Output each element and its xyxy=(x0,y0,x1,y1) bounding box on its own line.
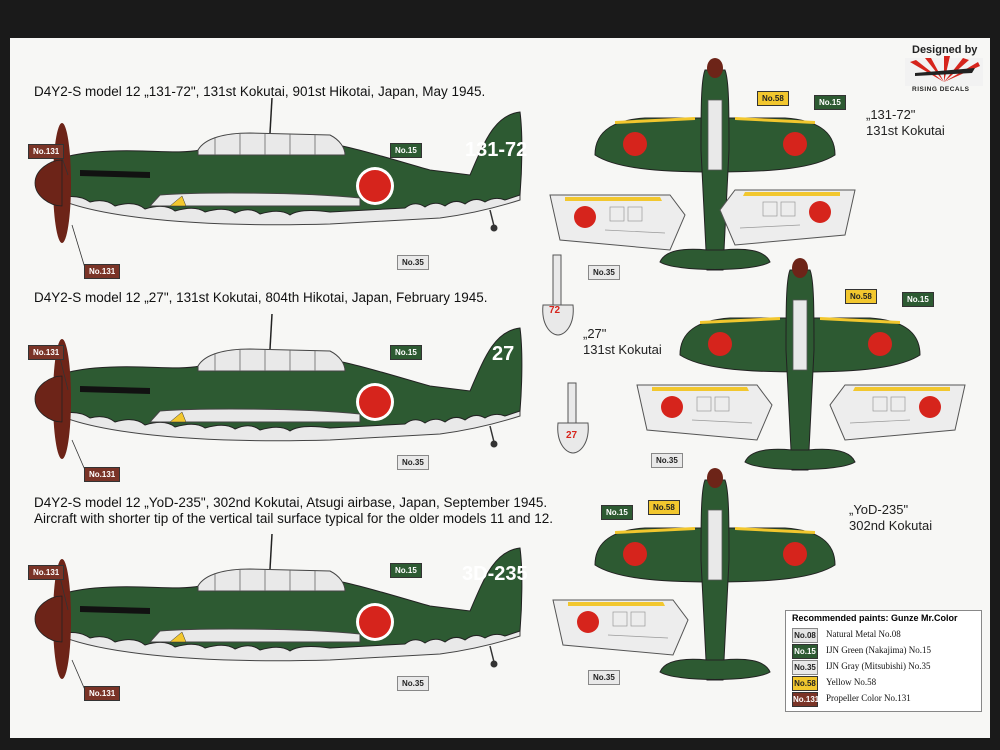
legend-code: No.08 xyxy=(792,628,818,643)
legend-paint-name: Yellow No.58 xyxy=(826,677,877,687)
callout-35: No.35 xyxy=(588,265,620,280)
callout-15: No.15 xyxy=(814,95,846,110)
underview-1-left xyxy=(550,195,685,250)
underview-1-right xyxy=(720,190,855,245)
profile-2-caption: D4Y2-S model 12 „27", 131st Kokutai, 804th Hikotai, Japan, February 1945. xyxy=(34,290,488,305)
legend-paint-name: Natural Metal No.08 xyxy=(826,629,901,639)
profile-2-art xyxy=(35,314,522,459)
legend-title: Recommended paints: Gunze Mr.Color xyxy=(792,613,958,623)
callout-131: No.131 xyxy=(84,264,120,279)
callout-131: No.131 xyxy=(28,144,64,159)
tail-code-3: 3D-235 xyxy=(462,563,528,585)
topview-1-code: „131-72" xyxy=(866,107,916,122)
designed-by-label: Designed by xyxy=(912,44,978,56)
paint-legend xyxy=(785,610,982,712)
underview-3-left xyxy=(553,600,688,655)
legend-paint-name: IJN Gray (Mitsubishi) No.35 xyxy=(826,661,931,671)
callout-15: No.15 xyxy=(902,292,934,307)
legend-code: No.35 xyxy=(792,660,818,675)
rising-decals-logo xyxy=(905,56,983,86)
brand-name: RISING DECALS xyxy=(912,86,970,93)
callout-58: No.58 xyxy=(757,91,789,106)
callout-131: No.131 xyxy=(84,467,120,482)
callout-15: No.15 xyxy=(601,505,633,520)
profile-1-caption: D4Y2-S model 12 „131-72", 131st Kokutai, 901st Hikotai, Japan, May 1945. xyxy=(34,84,486,99)
callout-35: No.35 xyxy=(397,455,429,470)
underview-2-right xyxy=(830,385,965,440)
legend-code: No.131 xyxy=(792,692,818,707)
legend-paint-name: IJN Green (Nakajima) No.15 xyxy=(826,645,931,655)
callout-15: No.15 xyxy=(390,563,422,578)
callout-35: No.35 xyxy=(397,255,429,270)
topview-2-art xyxy=(680,258,920,470)
callout-35: No.35 xyxy=(651,453,683,468)
tailpiece-1-art xyxy=(543,255,574,335)
callout-58: No.58 xyxy=(845,289,877,304)
callout-35: No.35 xyxy=(397,676,429,691)
callout-131: No.131 xyxy=(28,345,64,360)
profile-3-art xyxy=(35,534,522,679)
callout-15: No.15 xyxy=(390,345,422,360)
underview-2-left xyxy=(637,385,772,440)
profile-3-caption-note: Aircraft with shorter tip of the vertical tail surface typical for the older models 11 and 12. xyxy=(34,511,553,526)
topview-2-code: „27" xyxy=(583,326,607,341)
legend-code: No.15 xyxy=(792,644,818,659)
callout-58: No.58 xyxy=(648,500,680,515)
profile-1-art xyxy=(35,98,522,243)
tailpiece-number-1: 72 xyxy=(549,305,561,316)
profile-3-caption: D4Y2-S model 12 „YoD-235", 302nd Kokutai, Atsugi airbase, Japan, September 1945. xyxy=(34,495,548,510)
tail-code-1: 131-72 xyxy=(465,139,528,161)
legend-paint-name: Propeller Color No.131 xyxy=(826,693,911,703)
topview-1-unit: 131st Kokutai xyxy=(866,123,945,138)
topview-2-unit: 131st Kokutai xyxy=(583,342,662,357)
legend-code: No.58 xyxy=(792,676,818,691)
topview-3-unit: 302nd Kokutai xyxy=(849,518,933,533)
tail-code-2: 27 xyxy=(492,343,515,365)
callout-35: No.35 xyxy=(588,670,620,685)
topview-3-code: „YoD-235" xyxy=(849,502,909,517)
tailpiece-number-2: 27 xyxy=(566,430,578,441)
callout-131: No.131 xyxy=(28,565,64,580)
callout-15: No.15 xyxy=(390,143,422,158)
callout-131: No.131 xyxy=(84,686,120,701)
